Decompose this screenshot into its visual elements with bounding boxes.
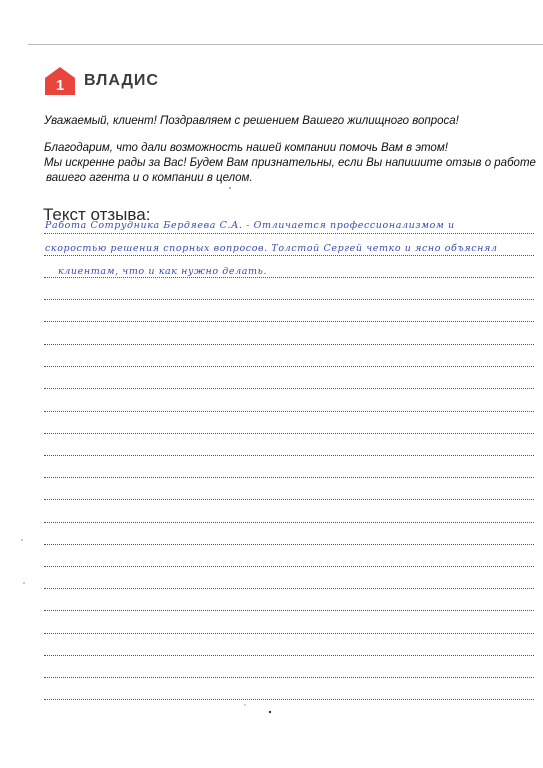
writing-line bbox=[44, 344, 534, 345]
writing-line bbox=[44, 633, 534, 634]
writing-line bbox=[44, 699, 534, 700]
writing-line bbox=[44, 588, 534, 589]
handwritten-review-line: скоростью решения спорных вопросов. Толстой Сергей четко и ясно объяснял bbox=[45, 243, 498, 254]
writing-line bbox=[44, 233, 534, 234]
greeting-text: Уважаемый, клиент! Поздравляем с решением Вашего жилищного вопроса! bbox=[44, 115, 459, 127]
writing-line bbox=[44, 411, 534, 412]
intro-line: Благодарим, что дали возможность нашей компании помочь Вам в этом! bbox=[44, 142, 448, 154]
writing-line bbox=[44, 499, 534, 500]
writing-line bbox=[44, 366, 534, 367]
intro-line: вашего агента и о компании в целом. bbox=[46, 172, 253, 184]
logo-digit: 1 bbox=[55, 77, 65, 94]
writing-line bbox=[44, 655, 534, 656]
writing-line bbox=[44, 321, 534, 322]
writing-line bbox=[44, 455, 534, 456]
handwritten-review-line: Работа Сотрудника Бердяева С.А. - Отличается профессионализмом и bbox=[45, 220, 455, 231]
intro-line: Мы искренне рады за Вас! Будем Вам признательны, если Вы напишите отзыв о работе bbox=[44, 157, 536, 169]
writing-line bbox=[44, 610, 534, 611]
writing-line bbox=[44, 677, 534, 678]
brand-name: ВЛАДИС bbox=[84, 72, 159, 89]
writing-line bbox=[44, 522, 534, 523]
writing-line bbox=[44, 477, 534, 478]
handwritten-review-line: клиентам, что и как нужно делать. bbox=[58, 266, 268, 277]
review-lines bbox=[44, 0, 534, 768]
writing-line bbox=[44, 277, 534, 278]
writing-line bbox=[44, 544, 534, 545]
writing-line bbox=[44, 566, 534, 567]
writing-line bbox=[44, 299, 534, 300]
review-heading: Текст отзыва: bbox=[43, 205, 151, 224]
writing-line bbox=[44, 388, 534, 389]
writing-line bbox=[44, 433, 534, 434]
writing-line bbox=[44, 255, 534, 256]
